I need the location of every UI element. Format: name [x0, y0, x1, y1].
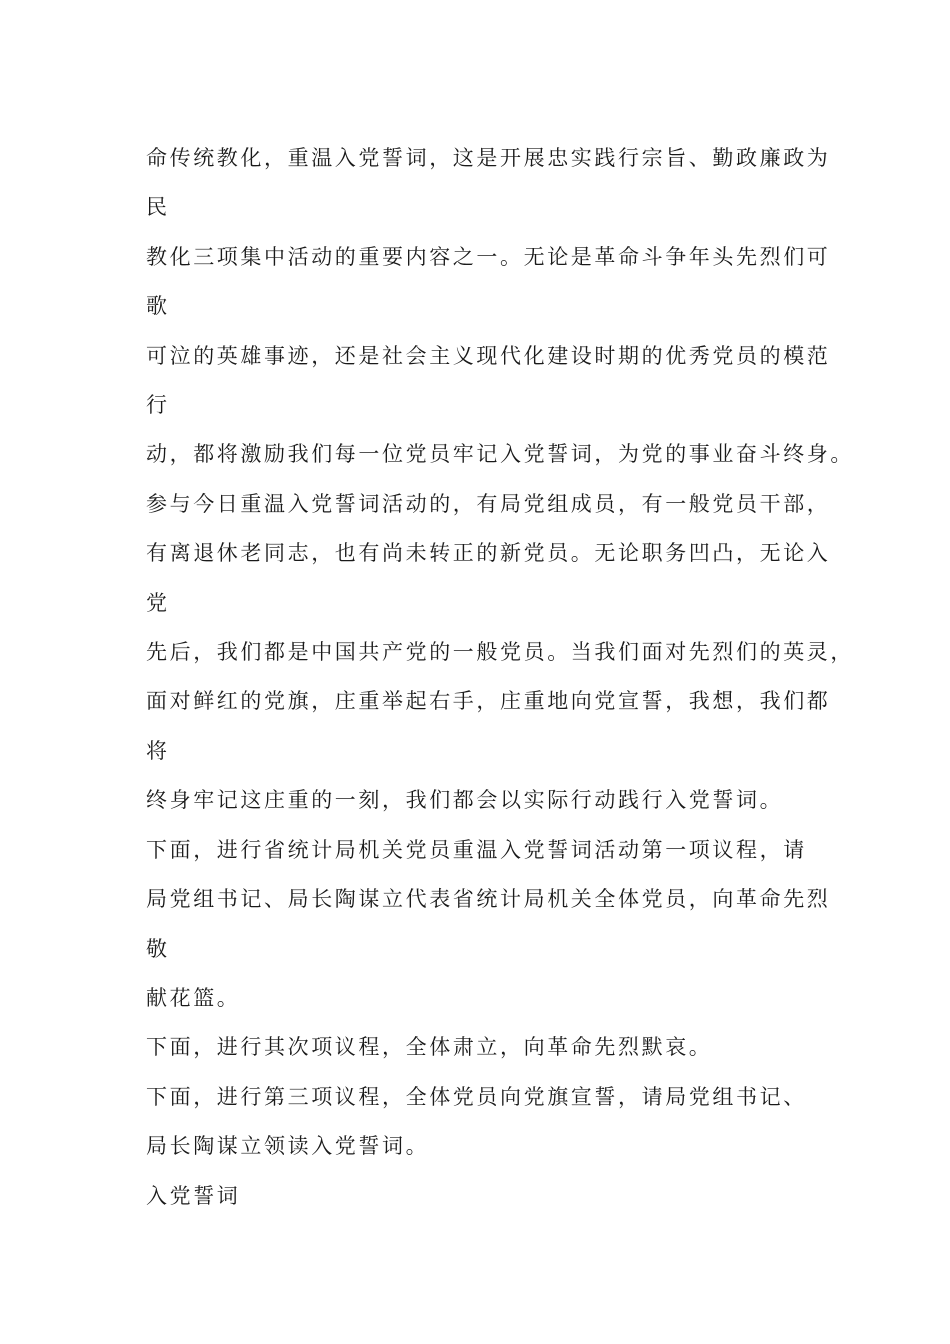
text-line: 下面，进行其次项议程，全体肃立，向革命先烈默哀。: [146, 1035, 713, 1060]
document-body: [146, 134, 854, 1221]
text-line: 可泣的英雄事迹，还是社会主义现代化建设时期的优秀党员的模范: [146, 343, 831, 368]
text-line: 教化三项集中活动的重要内容之一。无论是革命斗争年头先烈们可: [146, 244, 831, 269]
text-line: 歌: [146, 294, 170, 319]
text-line: 下面，进行第三项议程，全体党员向党旗宣誓，请局党组书记、: [146, 1084, 807, 1109]
text-line: 党: [146, 590, 170, 615]
text-line: 下面，进行省统计局机关党员重温入党誓词活动第一项议程，请: [146, 837, 807, 862]
text-line: 民: [146, 195, 170, 220]
text-line: 先后，我们都是中国共产党的一般党员。当我们面对先烈们的英灵，: [146, 640, 854, 665]
text-line: 局长陶谋立领读入党誓词。: [146, 1134, 430, 1159]
text-line: 参与今日重温入党誓词活动的，有局党组成员，有一般党员干部，: [146, 491, 831, 516]
text-line: 行: [146, 393, 170, 418]
text-line: 终身牢记这庄重的一刻，我们都会以实际行动践行入党誓词。: [146, 788, 784, 813]
text-line: 将: [146, 738, 170, 763]
section-heading: 入党誓词: [146, 1183, 241, 1208]
text-line: 有离退休老同志，也有尚未转正的新党员。无论职务凹凸，无论入: [146, 541, 831, 566]
text-line: 动，都将激励我们每一位党员牢记入党誓词，为党的事业奋斗终身。: [146, 442, 854, 467]
text-line: 命传统教化，重温入党誓词，这是开展忠实践行宗旨、勤政廉政为: [146, 146, 831, 170]
text-line: 面对鲜红的党旗，庄重举起右手，庄重地向党宣誓，我想，我们都: [146, 689, 831, 714]
text-line: 敬: [146, 936, 170, 961]
text-line: 献花篮。: [146, 985, 241, 1010]
text-line: 局党组书记、局长陶谋立代表省统计局机关全体党员，向革命先烈: [146, 887, 831, 912]
